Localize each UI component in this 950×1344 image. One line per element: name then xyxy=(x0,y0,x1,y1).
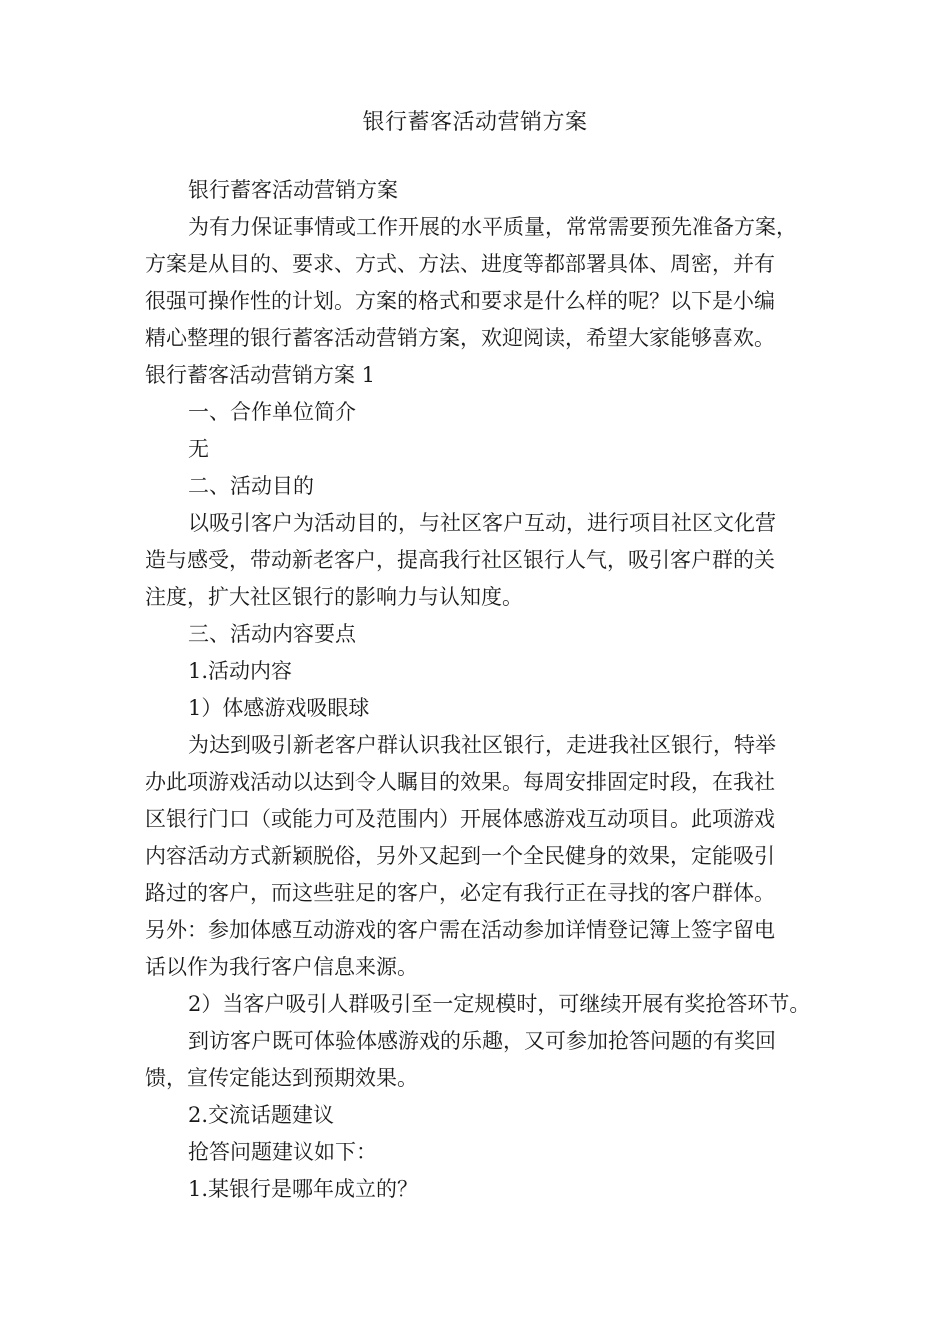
paragraph-line: 注度，扩大社区银行的影响力与认知度。 xyxy=(145,585,523,609)
paragraph-line: 2）当客户吸引人群吸引至一定规模时，可继续开展有奖抢答环节。 xyxy=(188,992,811,1016)
section-heading: 三、活动内容要点 xyxy=(188,622,356,646)
section-heading: 银行蓄客活动营销方案 xyxy=(188,178,398,202)
document-body xyxy=(145,172,810,1208)
section-heading: 银行蓄客活动营销方案 1 xyxy=(145,363,376,387)
subsection-heading: 1）体感游戏吸眼球 xyxy=(188,696,370,720)
paragraph-line: 办此项游戏活动以达到令人瞩目的效果。每周安排固定时段，在我社 xyxy=(145,770,775,794)
paragraph-line: 到访客户既可体验体感游戏的乐趣，又可参加抢答问题的有奖回 xyxy=(188,1029,776,1053)
subsection-heading: 2.交流话题建议 xyxy=(188,1103,335,1127)
section-heading: 二、活动目的 xyxy=(188,474,314,498)
section-heading: 一、合作单位简介 xyxy=(188,400,356,424)
paragraph-line: 区银行门口（或能力可及范围内）开展体感游戏互动项目。此项游戏 xyxy=(145,807,775,831)
list-item: 1.某银行是哪年成立的？ xyxy=(188,1177,419,1201)
paragraph-line: 路过的客户，而这些驻足的客户，必定有我行正在寻找的客户群体。 xyxy=(145,881,775,905)
document-title: 银行蓄客活动营销方案 xyxy=(362,110,588,135)
paragraph-line: 为有力保证事情或工作开展的水平质量，常常需要预先准备方案， xyxy=(188,215,797,239)
paragraph-line: 另外：参加体感互动游戏的客户需在活动参加详情登记簿上签字留电 xyxy=(145,918,775,942)
paragraph-line: 为达到吸引新老客户群认识我社区银行，走进我社区银行，特举 xyxy=(188,733,776,757)
subsection-heading: 1.活动内容 xyxy=(188,659,293,683)
paragraph-line: 造与感受，带动新老客户，提高我行社区银行人气，吸引客户群的关 xyxy=(145,548,775,572)
paragraph-line: 精心整理的银行蓄客活动营销方案，欢迎阅读，希望大家能够喜欢。 xyxy=(145,326,775,350)
paragraph-line: 以吸引客户为活动目的，与社区客户互动，进行项目社区文化营 xyxy=(188,511,776,535)
paragraph-line: 抢答问题建议如下： xyxy=(188,1140,377,1164)
paragraph-line: 内容活动方式新颖脱俗，另外又起到一个全民健身的效果，定能吸引 xyxy=(145,844,775,868)
paragraph-line: 无 xyxy=(188,437,209,461)
paragraph-line: 方案是从目的、要求、方式、方法、进度等都部署具体、周密，并有 xyxy=(145,252,775,276)
paragraph-line: 很强可操作性的计划。方案的格式和要求是什么样的呢？以下是小编 xyxy=(145,289,775,313)
paragraph-line: 话以作为我行客户信息来源。 xyxy=(145,955,418,979)
paragraph-line: 馈，宣传定能达到预期效果。 xyxy=(145,1066,418,1090)
